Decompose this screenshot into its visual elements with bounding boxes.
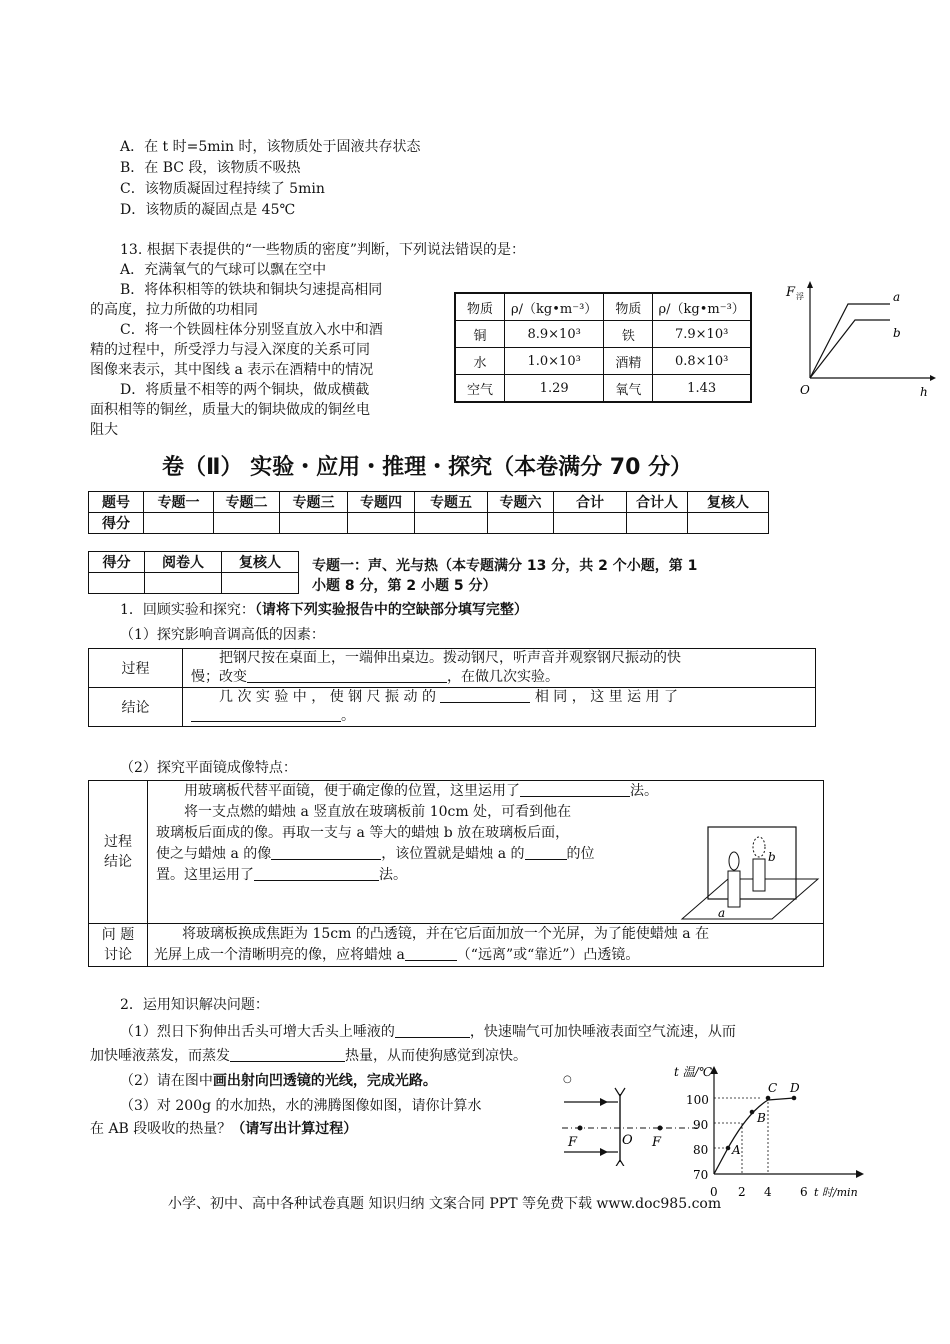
score-header: 专题二	[214, 492, 280, 513]
point-c	[766, 1096, 771, 1101]
density-cell: 8.9×10³	[504, 321, 604, 348]
score-cell[interactable]	[688, 513, 769, 534]
score-cell[interactable]	[488, 513, 554, 534]
x-tick: 0	[710, 1185, 718, 1199]
focus-right	[658, 1126, 663, 1131]
grader-header: 得分	[89, 552, 145, 573]
density-cell: 铁	[604, 321, 653, 348]
x-tick: 4	[764, 1185, 772, 1199]
grader-header: 阅卷人	[145, 552, 222, 573]
mirror-label-b: b	[768, 850, 776, 864]
q12-option-c: C．该物质凝固过程持续了 5min	[120, 181, 325, 197]
q2-part1b-post: 热量，从而使狗感觉到凉快。	[345, 1048, 527, 1064]
line-a	[810, 304, 890, 378]
pitch-conclusion-line1	[191, 688, 807, 707]
y-tick: 70	[693, 1168, 709, 1182]
score-header: 专题三	[280, 492, 348, 513]
f-axis-label: F	[786, 285, 796, 300]
q12-option-d: D．该物质的凝固点是 45℃	[120, 202, 296, 218]
h-axis-label: h	[920, 385, 928, 398]
topic1-title-line2: 小题 8 分，第 2 小题 5 分）	[312, 578, 497, 594]
density-cell: 空气	[455, 375, 504, 403]
glass-plate	[708, 827, 796, 899]
mirror-blank-4[interactable]	[254, 866, 379, 881]
q13-option-a: A．充满氧气的气球可以飘在空中	[120, 262, 327, 278]
boiling-graph	[668, 1060, 868, 1202]
q1-stem	[120, 600, 528, 620]
pitch-blank-1[interactable]	[247, 668, 447, 683]
topic1-title-line1: 专题一：声、光与热（本专题满分 13 分，共 2 个小题，第 1	[312, 558, 698, 574]
score-header: 题号	[89, 492, 144, 513]
density-cell: 1.0×10³	[504, 348, 604, 375]
density-cell: 7.9×10³	[653, 321, 751, 348]
mirror-label-discussion-2: 讨论	[104, 947, 132, 963]
q2-stem: 2．运用知识解决问题：	[120, 997, 269, 1013]
mirror-line1-pre: 用玻璃板代替平面镜，便于确定像的位置，这里运用了	[184, 783, 520, 799]
q2-part1-post: ，快速喘气可加快唾液表面空气流速，从而	[469, 1024, 736, 1040]
q1-sub2: （2）探究平面镜成像特点：	[120, 760, 297, 776]
density-cell: 酒精	[604, 348, 653, 375]
point-a	[726, 1146, 731, 1151]
score-cell[interactable]	[144, 513, 214, 534]
mirror-line4-pre: 使之与蜡烛 a 的像	[156, 846, 272, 862]
q13-stem: 13. 根据下表提供的“一些物质的密度”判断，下列说法错误的是：	[120, 242, 526, 258]
density-cell: 铜	[455, 321, 504, 348]
y-tick: 100	[686, 1093, 709, 1107]
mirror-blank-3[interactable]	[525, 845, 567, 860]
score-header: 专题四	[348, 492, 415, 513]
mirror-line1	[156, 781, 815, 802]
pitch-conclusion-line2	[191, 707, 807, 726]
score-header: 专题一	[144, 492, 214, 513]
q2-part2	[120, 1071, 437, 1091]
pitch-blank-3[interactable]	[191, 707, 341, 722]
density-header: ρ/（kg•m⁻³）	[504, 293, 604, 321]
q13-option-b2: 的高度，拉力所做的功相同	[90, 302, 258, 318]
lens-arrow-bottom	[615, 1160, 625, 1166]
boiling-curve	[714, 1098, 794, 1174]
mirror-label-process-2: 结论	[104, 854, 132, 870]
score-header: 合计	[554, 492, 627, 513]
q2-part1-pre: （1）烈日下狗伸出舌头可增大舌头上唾液的	[120, 1024, 395, 1040]
mirror-line1-post: 法。	[630, 783, 658, 799]
candle-b	[753, 859, 765, 891]
grader-table	[88, 551, 299, 594]
focus-left	[578, 1126, 583, 1131]
pitch-conclusion-cell	[183, 688, 816, 727]
score-cell[interactable]	[348, 513, 415, 534]
pitch-process-pre: 慢；改变	[191, 669, 247, 685]
density-header: ρ/（kg•m⁻³）	[653, 293, 751, 321]
optical-center-label: O	[622, 1133, 633, 1148]
q12-option-b: B．在 BC 段，该物质不吸热	[120, 160, 301, 176]
y-tick: 80	[693, 1143, 709, 1157]
q13-option-c1: C．将一个铁圆柱体分别竖直放入水中和酒	[120, 322, 383, 338]
mirror-line4-mid: ，该位置就是蜡烛 a 的	[381, 846, 525, 862]
mirror-label-discussion	[89, 924, 148, 967]
mirror-label-process	[89, 781, 148, 924]
score-cell[interactable]	[415, 513, 488, 534]
focus-left-label: F	[568, 1135, 578, 1150]
mirror-label-discussion-1: 问 题	[101, 927, 135, 943]
temp-axis-label: t 温/℃	[674, 1065, 713, 1079]
q13-option-d2: 面积相等的铜丝，质量大的铜块做成的铜丝电	[90, 402, 370, 418]
pitch-conclusion-pre: 几 次 实 验 中 ， 使 钢 尺 振 动 的	[219, 689, 436, 705]
density-table	[454, 292, 752, 403]
q13-option-d3: 阻大	[90, 422, 118, 438]
label-a: a	[893, 290, 901, 304]
section-title: 卷（Ⅱ） 实验・应用・推理・探究（本卷满分 70 分）	[162, 455, 693, 480]
grader-header: 复核人	[222, 552, 299, 573]
point-d-label: D	[790, 1081, 800, 1095]
x-tick: 6	[800, 1185, 808, 1199]
y-tick: 90	[693, 1118, 709, 1132]
buoyancy-depth-graph	[780, 278, 940, 398]
page-footer: 小学、初中、高中各种试卷真题 知识归纳 文案合同 PPT 等免费下载 www.doc985.com	[168, 1196, 722, 1212]
q2-part3-instruction: （请写出计算过程）	[231, 1121, 358, 1137]
mirror-line4-post: 的位	[566, 846, 595, 862]
mirror-line5-post: 法。	[379, 867, 407, 883]
point-c-label: C	[768, 1081, 778, 1095]
flame-a	[729, 852, 739, 870]
density-header: 物质	[604, 293, 653, 321]
mirror-process-cell	[148, 781, 824, 924]
density-cell: 氧气	[604, 375, 653, 403]
grader-cell[interactable]	[222, 573, 299, 594]
score-header: 专题六	[488, 492, 554, 513]
mirror-discussion-cell	[148, 924, 824, 967]
pitch-label-process: 过程	[89, 649, 183, 688]
q2-blank-1[interactable]	[395, 1023, 470, 1038]
mirror-discussion-line2	[154, 945, 817, 966]
point-a-label: A	[732, 1143, 741, 1157]
q2-part2-pre: （2）请在图中	[120, 1073, 213, 1089]
pitch-conclusion-end: 。	[341, 708, 355, 724]
pitch-process-post: ，在做几次实验。	[447, 669, 559, 685]
point-b-label: B	[757, 1111, 766, 1125]
mirror-line2: 将一支点燃的蜡烛 a 竖直放在玻璃板前 10cm 处，可看到他在	[184, 804, 572, 820]
density-cell: 1.43	[653, 375, 751, 403]
pitch-conclusion-post: 相 同 ， 这 里 运 用 了	[534, 689, 679, 705]
mirror-discussion-pre: 光屏上成一个清晰明亮的像，应将蜡烛 a	[154, 947, 405, 963]
q2-part1-line2	[90, 1046, 527, 1066]
q2-circle-mark: ○	[563, 1074, 572, 1085]
pitch-blank-2[interactable]	[440, 688, 530, 703]
score-cell[interactable]	[214, 513, 280, 534]
mirror-apparatus-diagram	[680, 821, 820, 921]
candle-a	[728, 871, 740, 907]
density-cell: 水	[455, 348, 504, 375]
flame-image	[753, 837, 765, 857]
point-d	[792, 1096, 797, 1101]
density-cell: 1.29	[504, 375, 604, 403]
line-b	[810, 320, 890, 378]
score-header: 复核人	[688, 492, 769, 513]
pitch-process-line1: 把钢尺按在桌面上，一端伸出桌边。拨动钢尺，听声音并观察钢尺振动的快	[219, 650, 681, 666]
q2-part1b-pre: 加快唾液蒸发，而蒸发	[90, 1048, 230, 1064]
q2-part3-line2	[90, 1119, 357, 1139]
score-cell[interactable]	[554, 513, 627, 534]
mirror-discussion-line1: 将玻璃板换成焦距为 15cm 的凸透镜，并在它后面加放一个光屏，为了能使蜡烛 a 在	[182, 926, 710, 942]
score-table	[88, 491, 769, 534]
q13-option-d1: D．将质量不相等的两个铜块，做成横截	[120, 382, 370, 398]
score-cell[interactable]	[627, 513, 688, 534]
score-cell[interactable]	[280, 513, 348, 534]
mirror-blank-2[interactable]	[271, 845, 381, 860]
mirror-line3: 玻璃板后面成的像。再取一支与 a 等大的蜡烛 b 放在玻璃板后面，	[156, 825, 570, 841]
grader-cell[interactable]	[89, 573, 145, 594]
q2-part3-pre: 在 AB 段吸收的热量？	[90, 1121, 232, 1137]
pitch-label-conclusion: 结论	[89, 688, 183, 727]
q13-option-b1: B．将体积相等的铁块和铜块匀速提高相同	[120, 282, 383, 298]
q12-option-a: A．在 t 时=5min 时，该物质处于固液共存状态	[120, 139, 421, 155]
x-tick: 2	[738, 1185, 746, 1199]
origin-label: O	[800, 383, 810, 397]
mirror-table	[88, 780, 824, 967]
q2-part3-line1: （3）对 200g 的水加热，水的沸腾图像如图，请你计算水	[120, 1098, 482, 1114]
q2-part1-line1	[120, 1022, 736, 1042]
grader-cell[interactable]	[145, 573, 222, 594]
score-header: 专题五	[415, 492, 488, 513]
pitch-process-line2	[191, 668, 807, 687]
time-axis-label: t 时/min	[814, 1186, 858, 1199]
q13-option-c2: 精的过程中，所受浮力与浸入深度的关系可同	[90, 342, 370, 358]
score-row-label: 得分	[89, 513, 144, 534]
mirror-label-a: a	[718, 906, 726, 920]
density-cell: 0.8×10³	[653, 348, 751, 375]
pitch-table	[88, 648, 816, 727]
q2-part2-instruction: 画出射向凹透镜的光线，完成光路。	[212, 1073, 437, 1089]
f-axis-sub: 浮	[796, 292, 804, 301]
density-header: 物质	[455, 293, 504, 321]
point-b	[750, 1110, 755, 1115]
label-b: b	[893, 326, 901, 340]
q1-stem-instruction: （请将下列实验报告中的空缺部分填写完整）	[254, 602, 528, 618]
pitch-process-cell	[183, 649, 816, 688]
q1-stem-text: 1．回顾实验和探究：	[120, 602, 255, 618]
mirror-blank-1[interactable]	[520, 782, 630, 797]
mirror-discussion-post: （“远离”或“靠近”）凸透镜。	[456, 947, 640, 963]
mirror-label-process-1: 过程	[104, 834, 132, 850]
q13-option-c3: 图像来表示，其中图线 a 表示在酒精中的情况	[90, 362, 374, 378]
mirror-blank-5[interactable]	[405, 946, 457, 961]
score-header: 合计人	[627, 492, 688, 513]
q1-sub1: （1）探究影响音调高低的因素：	[120, 627, 325, 643]
focus-right-label: F	[652, 1135, 662, 1150]
mirror-line5-pre: 置。这里运用了	[156, 867, 254, 883]
q2-blank-2[interactable]	[230, 1047, 345, 1062]
